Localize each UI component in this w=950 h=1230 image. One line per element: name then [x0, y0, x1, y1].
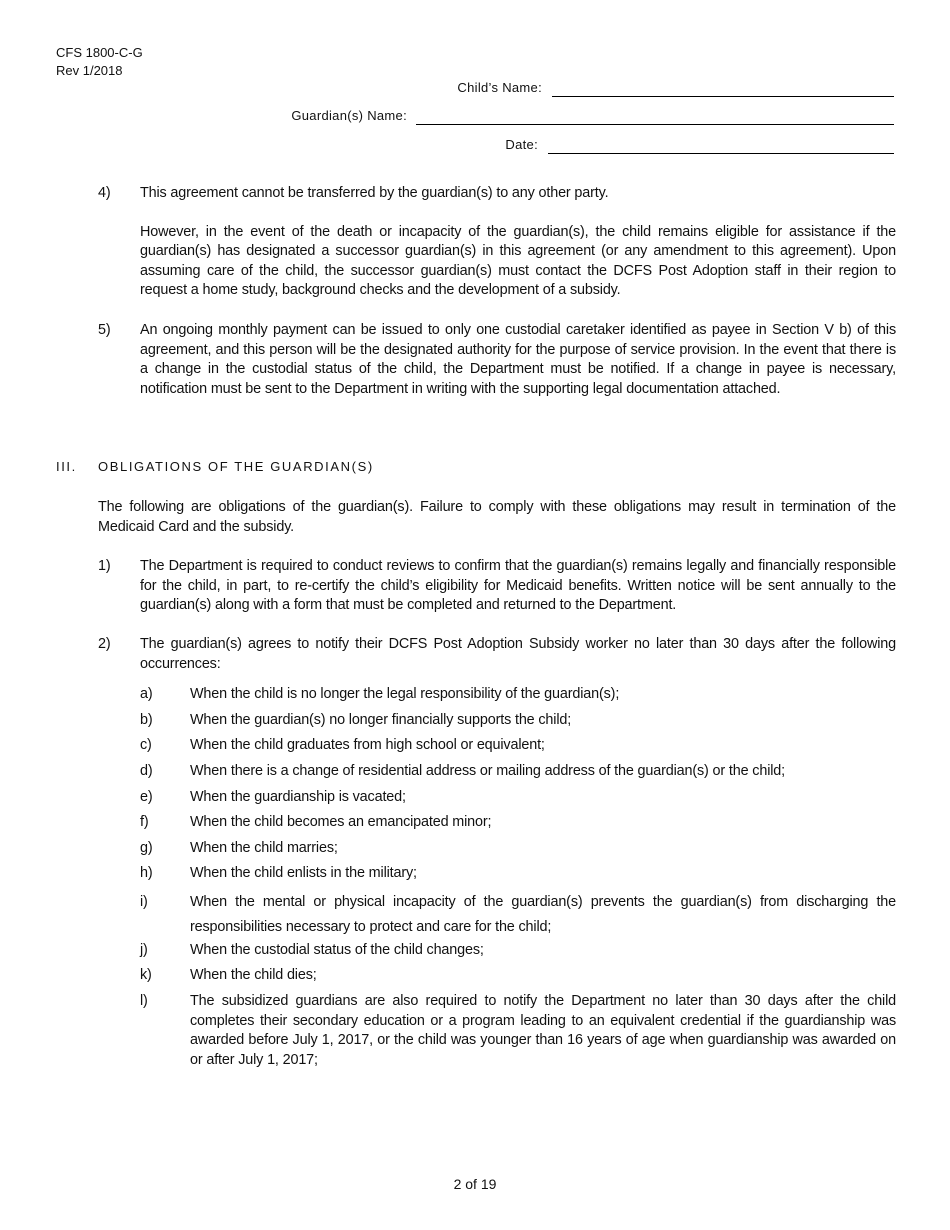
item-number: 4)	[98, 185, 111, 201]
list-item-letter: g)	[140, 840, 153, 856]
list-item-text: When the mental or physical incapacity of the guardian(s) prevents the guardian(s) from discharging the responsibilities necessary to protect and care for the child;	[190, 894, 896, 935]
date-field[interactable]	[548, 153, 894, 154]
form-number: CFS 1800-C-G	[56, 45, 143, 60]
item-4-paragraph-2: However, in the event of the death or incapacity of the guardian(s), the child remains eligible for assistance if the guardian(s) has designated a successor guardian(s) in this agreement (or any amendment to this agreement). Upon assuming care of the child, the successor guardian(s) must contact the DCFS Post Adoption staff in their region to request a home study, background checks and the development of a subsidy.	[140, 223, 896, 298]
list-item	[140, 762, 896, 782]
item-4-paragraph-1: This agreement cannot be transferred by the guardian(s) to any other party.	[140, 185, 609, 201]
date-label: Date:	[505, 137, 538, 152]
section-intro: The following are obligations of the guardian(s). Failure to comply with these obligations may result in termination of the Medicaid Card and the subsidy.	[98, 499, 896, 535]
list-item-letter: i)	[140, 894, 148, 910]
list-item	[140, 685, 896, 705]
list-item-text: When the custodial status of the child changes;	[190, 942, 484, 958]
date-row	[0, 137, 950, 157]
list-item-text: When the child graduates from high school or equivalent;	[190, 737, 545, 753]
list-item-text: When the child marries;	[190, 840, 338, 856]
list-item-text: When the guardianship is vacated;	[190, 789, 406, 805]
obligation-2-text: The guardian(s) agrees to notify their DCFS Post Adoption Subsidy worker no later than 30 days after the following occurrences:	[140, 636, 896, 672]
list-item-letter: b)	[140, 712, 153, 728]
section-title: OBLIGATIONS OF THE GUARDIAN(S)	[98, 459, 374, 474]
item-5	[98, 321, 896, 399]
guardian-name-row	[0, 108, 950, 128]
section-number: III.	[56, 459, 77, 474]
form-revision: Rev 1/2018	[56, 63, 123, 78]
page-number: 2 of 19	[453, 1176, 497, 1192]
child-name-row	[0, 80, 950, 100]
list-item-text: When the guardian(s) no longer financially supports the child;	[190, 712, 572, 728]
child-name-field[interactable]	[552, 96, 894, 97]
obligation-2	[98, 635, 896, 674]
list-item	[140, 813, 896, 833]
child-name-label: Child’s Name:	[457, 80, 542, 95]
item-number: 5)	[98, 322, 111, 338]
list-item-letter: d)	[140, 763, 153, 779]
list-item-text: When the child dies;	[190, 967, 317, 983]
list-item	[140, 736, 896, 756]
list-item	[140, 941, 896, 961]
item-number: 2)	[98, 636, 111, 652]
list-item	[140, 839, 896, 859]
obligation-1	[98, 557, 896, 616]
item-number: 1)	[98, 558, 111, 574]
list-item-letter: l)	[140, 993, 148, 1009]
list-item-letter: e)	[140, 789, 153, 805]
list-item-text: When there is a change of residential address or mailing address of the guardian(s) or the child;	[190, 763, 785, 779]
list-item	[140, 711, 896, 731]
item-5-paragraph-1: An ongoing monthly payment can be issued to only one custodial caretaker identified as payee in Section V b) of this agreement, and this person will be the designated authority for the purpose of service provision. In the event that there is a change in the custodial status of the child, the Department must be notified. If a change in payee is necessary, notification must be sent to the Department in writing with the supporting legal documentation attached.	[140, 322, 896, 397]
list-item	[140, 966, 896, 986]
list-item-text: When the child is no longer the legal responsibility of the guardian(s);	[190, 686, 620, 702]
list-item	[140, 992, 896, 1070]
list-item-letter: k)	[140, 967, 152, 983]
list-item-text: When the child becomes an emancipated minor;	[190, 814, 492, 830]
list-item-letter: a)	[140, 686, 153, 702]
list-item-letter: c)	[140, 737, 152, 753]
section-heading	[56, 459, 374, 474]
list-item-text: The subsidized guardians are also required to notify the Department no later than 30 days after the child completes their secondary education or a program leading to an equivalent credential if the guardianship was awarded before July 1, 2017, or the child was younger than 16 years of age when guardianship was awarded on or after July 1, 2017;	[190, 993, 896, 1068]
form-identifier	[56, 44, 143, 80]
list-item	[140, 788, 896, 808]
list-item-letter: h)	[140, 865, 153, 881]
item-4	[98, 184, 896, 301]
guardian-name-field[interactable]	[416, 124, 894, 125]
list-item-letter: f)	[140, 814, 149, 830]
list-item	[140, 864, 896, 884]
list-item-text: When the child enlists in the military;	[190, 865, 417, 881]
guardian-name-label: Guardian(s) Name:	[291, 108, 407, 123]
list-item-letter: j)	[140, 942, 148, 958]
list-item	[140, 890, 896, 940]
obligation-1-text: The Department is required to conduct reviews to confirm that the guardian(s) remains legally and financially responsible for the child, in part, to re-certify the child’s eligibility for Medicaid benefits. Written notice will be sent annually to the guardian(s) along with a form that must be completed and returned to the Department.	[140, 558, 896, 613]
